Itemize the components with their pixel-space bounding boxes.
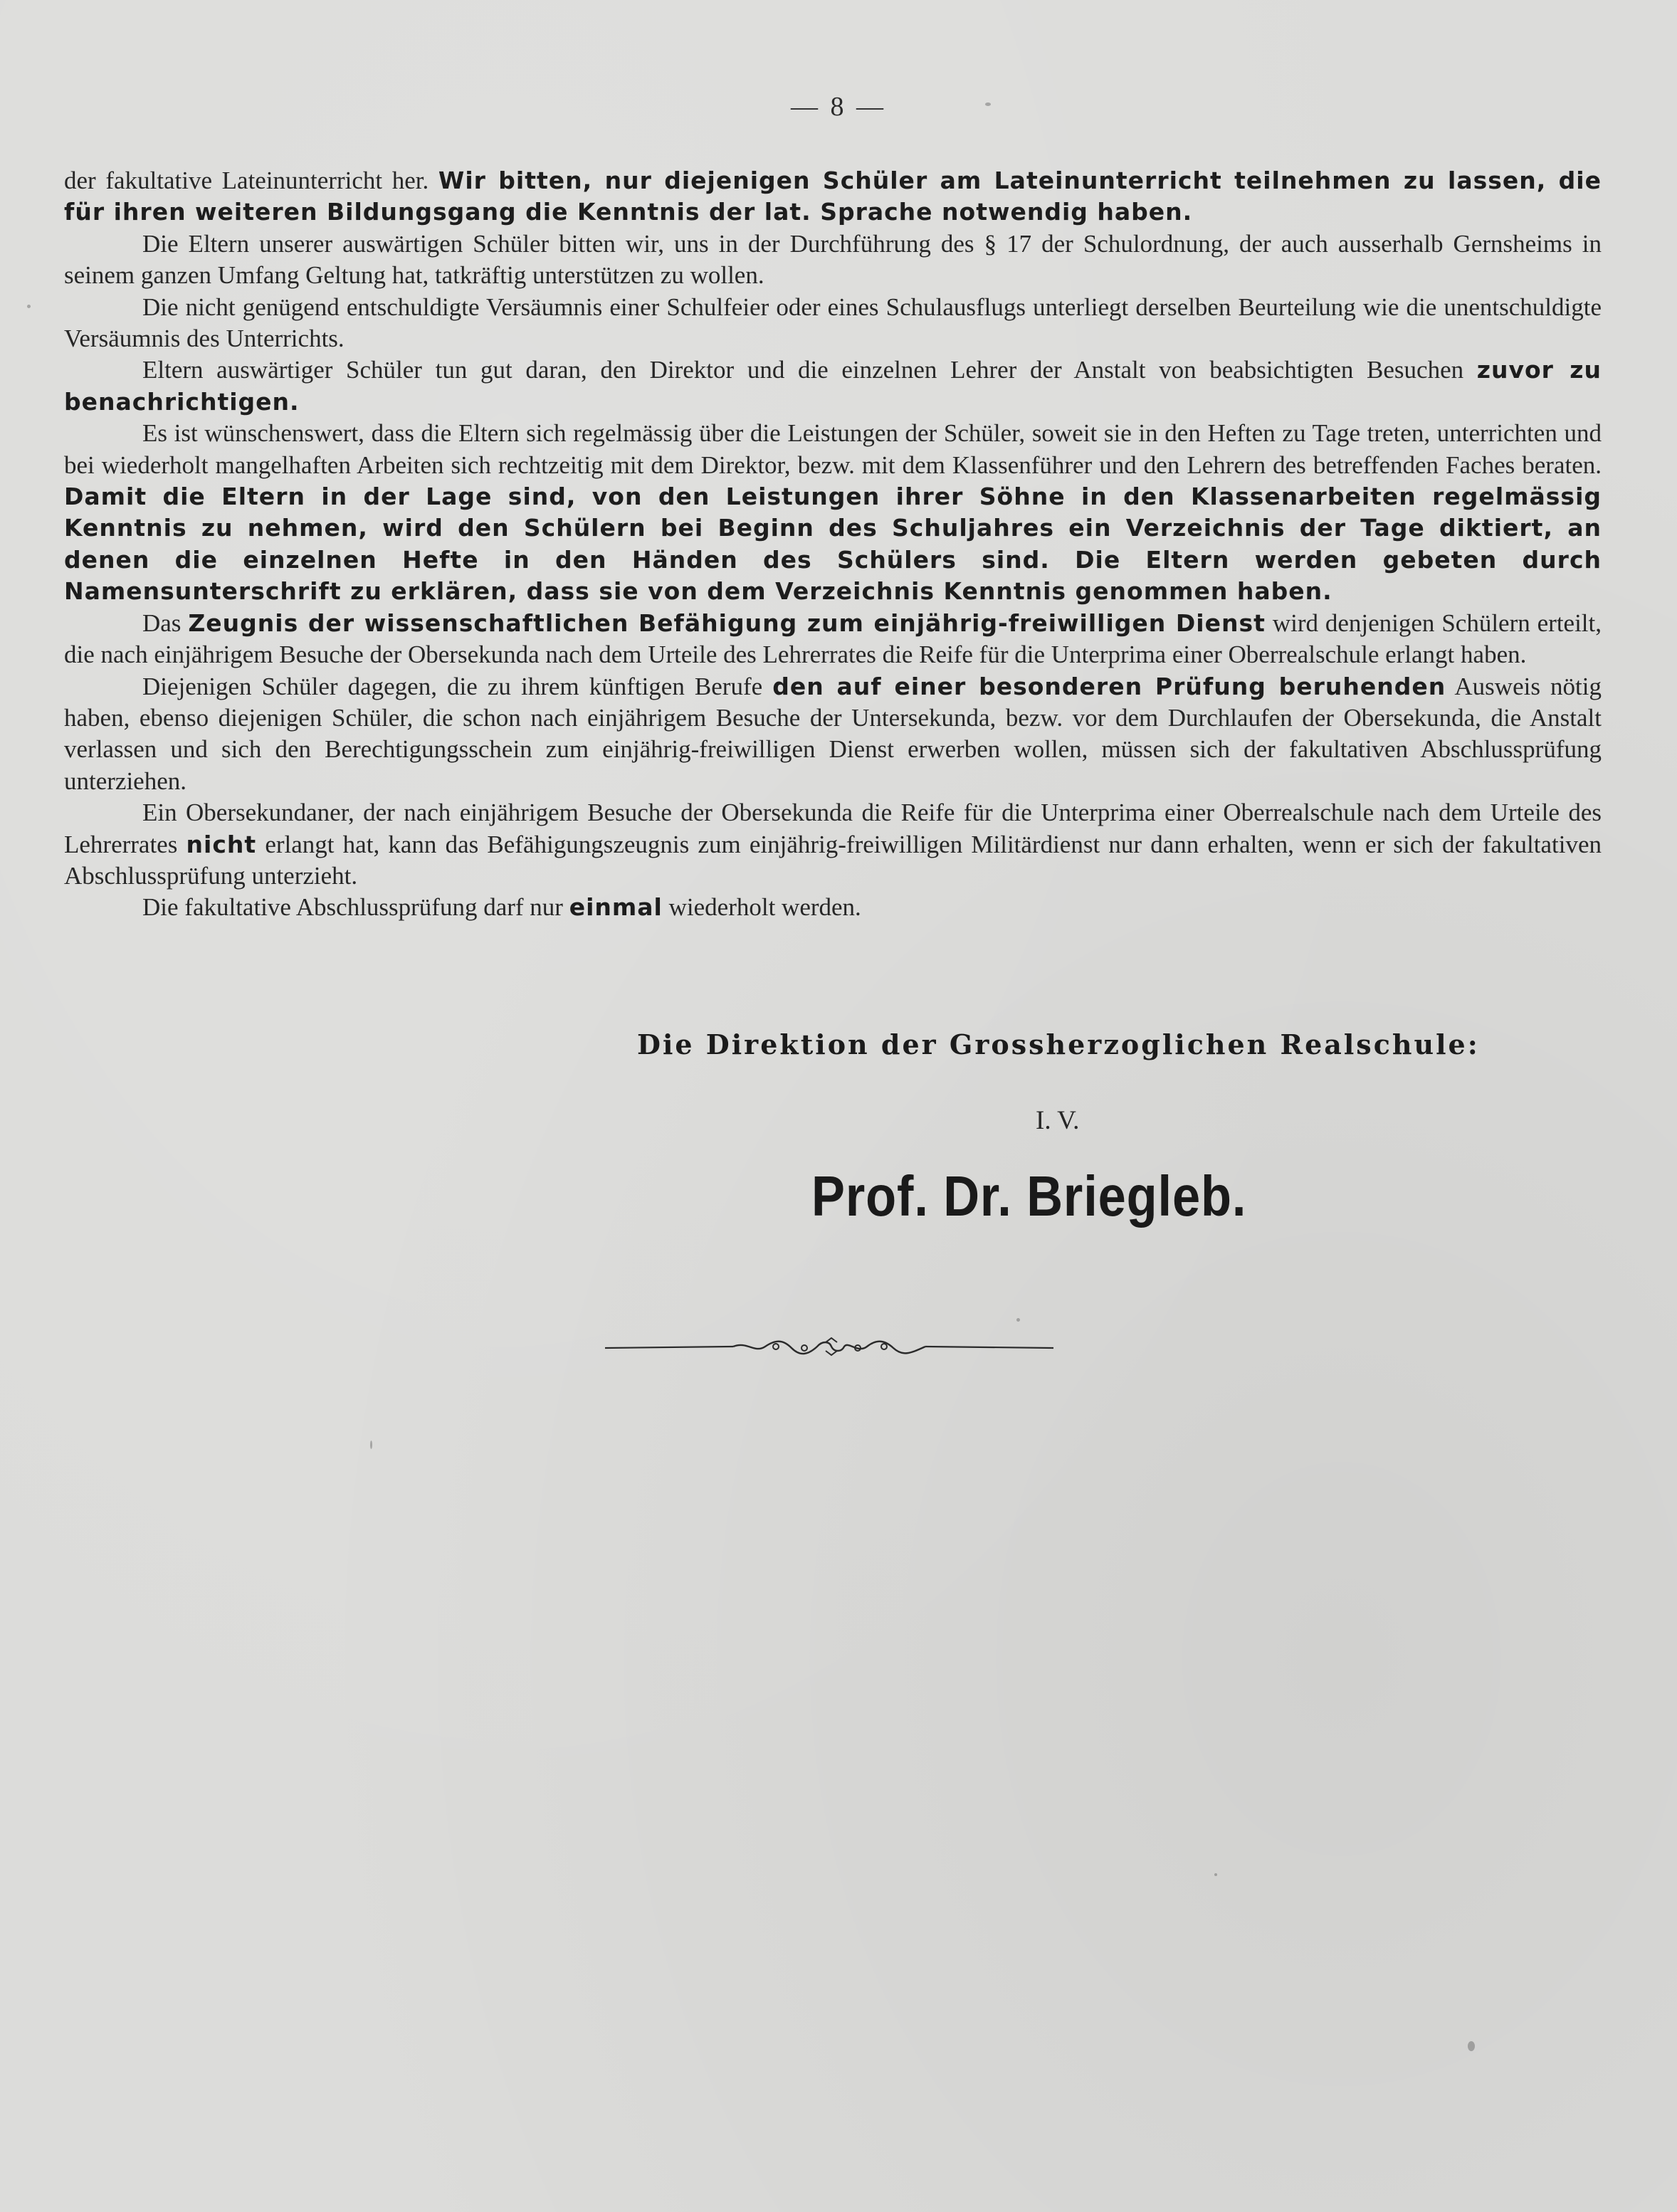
paper-speck: [1016, 1318, 1020, 1322]
paragraph: [64, 354, 1602, 418]
bold-text-run: den auf einer besonderen Prüfung beruhenden: [772, 672, 1446, 700]
page-number: — 8 —: [791, 92, 886, 122]
bold-text-run: zuvor zu benachrichtigen.: [64, 356, 1602, 416]
text-run: wiederholt werden.: [662, 893, 861, 922]
paper-speck: [985, 102, 991, 106]
text-run: Ein Obersekundaner, der nach einjährigem Besuche der Obersekunda die Reife für die Unterprima einer Oberrealschule nach dem Urteile des Lehrerrates: [64, 799, 1602, 858]
paragraph: [64, 671, 1602, 798]
paper-speck: [370, 1441, 372, 1449]
bold-text-run: Zeugnis der wissenschaftlichen Befähigung zum einjährig-freiwilligen Dienst: [188, 609, 1266, 637]
text-run: Die Eltern unserer auswärtigen Schüler bitten wir, uns in der Durchführung des § 17 der Schulordnung, der auch ausserhalb Gernsheims in seinem ganzen Umfang Geltung hat, tatkräftig unterstützen zu wollen.: [64, 229, 1602, 290]
text-run: Die fakultative Abschlussprüfung darf nur: [142, 893, 569, 922]
ornament-divider: [605, 1332, 1053, 1361]
paragraph: [64, 418, 1602, 607]
bold-text-run: Damit die Eltern in der Lage sind, von den Leistungen ihrer Söhne in den Klassenarbeiten regelmässig Kenntnis zu nehmen, wird den Schülern bei Beginn des Schuljahres ein Verzeichnis der Tage diktiert, an denen die einzelnen Hefte in den Händen des Schülers sind. Die Eltern werden gebeten durch Namensunterschrift zu erklären, dass sie von dem Verzeichnis Kenntnis genommen haben.: [64, 483, 1602, 606]
text-run: Das: [142, 609, 189, 637]
text-run: Die nicht genügend entschuldigte Versäumnis einer Schulfeier oder eines Schulausflugs unterliegt derselben Beurteilung wie die unentschuldigte Versäumnis des Unterrichts.: [64, 293, 1602, 353]
text-run: erlangt hat, kann das Befähigungszeugnis zum einjährig-freiwilligen Militärdienst nur dann erhalten, wenn er sich der fakultativen Abschlussprüfung unterzieht.: [64, 830, 1602, 890]
text-run: Eltern auswärtiger Schüler tun gut daran, den Direktor und die einzelnen Lehrer der Anstalt von beabsichtigten Besuchen: [142, 356, 1477, 384]
bold-text-run: nicht: [186, 830, 257, 858]
paragraph: [64, 608, 1602, 671]
paragraph: [64, 228, 1602, 292]
direktion-line: Die Direktion der Grossherzoglichen Realschule:: [637, 1028, 1480, 1060]
iv-line: I. V.: [1036, 1106, 1080, 1135]
paragraph: [64, 797, 1602, 892]
signer-name: Prof. Dr. Briegleb.: [811, 1164, 1247, 1228]
bold-text-run: Wir bitten, nur diejenigen Schüler am Lateinunterricht teilnehmen zu lassen, die für ihren weiteren Bildungsgang die Kenntnis der lat. Sprache notwendig haben.: [64, 167, 1602, 226]
text-run: wird denjenigen Schülern erteilt, die nach einjährigem Besuche der Obersekunda nach dem Urteile des Lehrerrates die Reife für die Unterprima einer Oberrealschule erlangt haben.: [64, 609, 1602, 669]
paragraph: [64, 892, 1602, 923]
paper-speck: [27, 305, 31, 308]
paragraph: [64, 292, 1602, 355]
text-run: Es ist wünschenswert, dass die Eltern sich regelmässig über die Leistungen der Schüler, soweit sie in den Heften zu Tage treten, unterrichten und bei wiederholt mangelhaften Arbeiten sich rechtzeitig mit dem Direktor, bezw. mit dem Klassenführer und den Lehrern des betreffenden Faches beraten.: [64, 419, 1602, 479]
paragraph: [64, 165, 1602, 228]
paper-speck: [1214, 1873, 1217, 1876]
paper-speck: [1468, 2041, 1475, 2051]
text-run: Diejenigen Schüler dagegen, die zu ihrem künftigen Berufe: [142, 672, 773, 700]
bold-text-run: einmal: [569, 893, 663, 922]
text-run: der fakultative Lateinunterricht her.: [64, 167, 438, 194]
text-run: Ausweis nötig haben, ebenso diejenigen Schüler, die schon nach einjährigem Besuche der Untersekunda, bezw. vor dem Durchlaufen der Obersekunda, die Anstalt verlassen und sich den Berechtigungsschein zum einjährig-freiwilligen Dienst erwerben wollen, müssen sich der fakultativen Abschlussprüfung unterziehen.: [64, 672, 1602, 795]
body-text: [64, 165, 1602, 924]
